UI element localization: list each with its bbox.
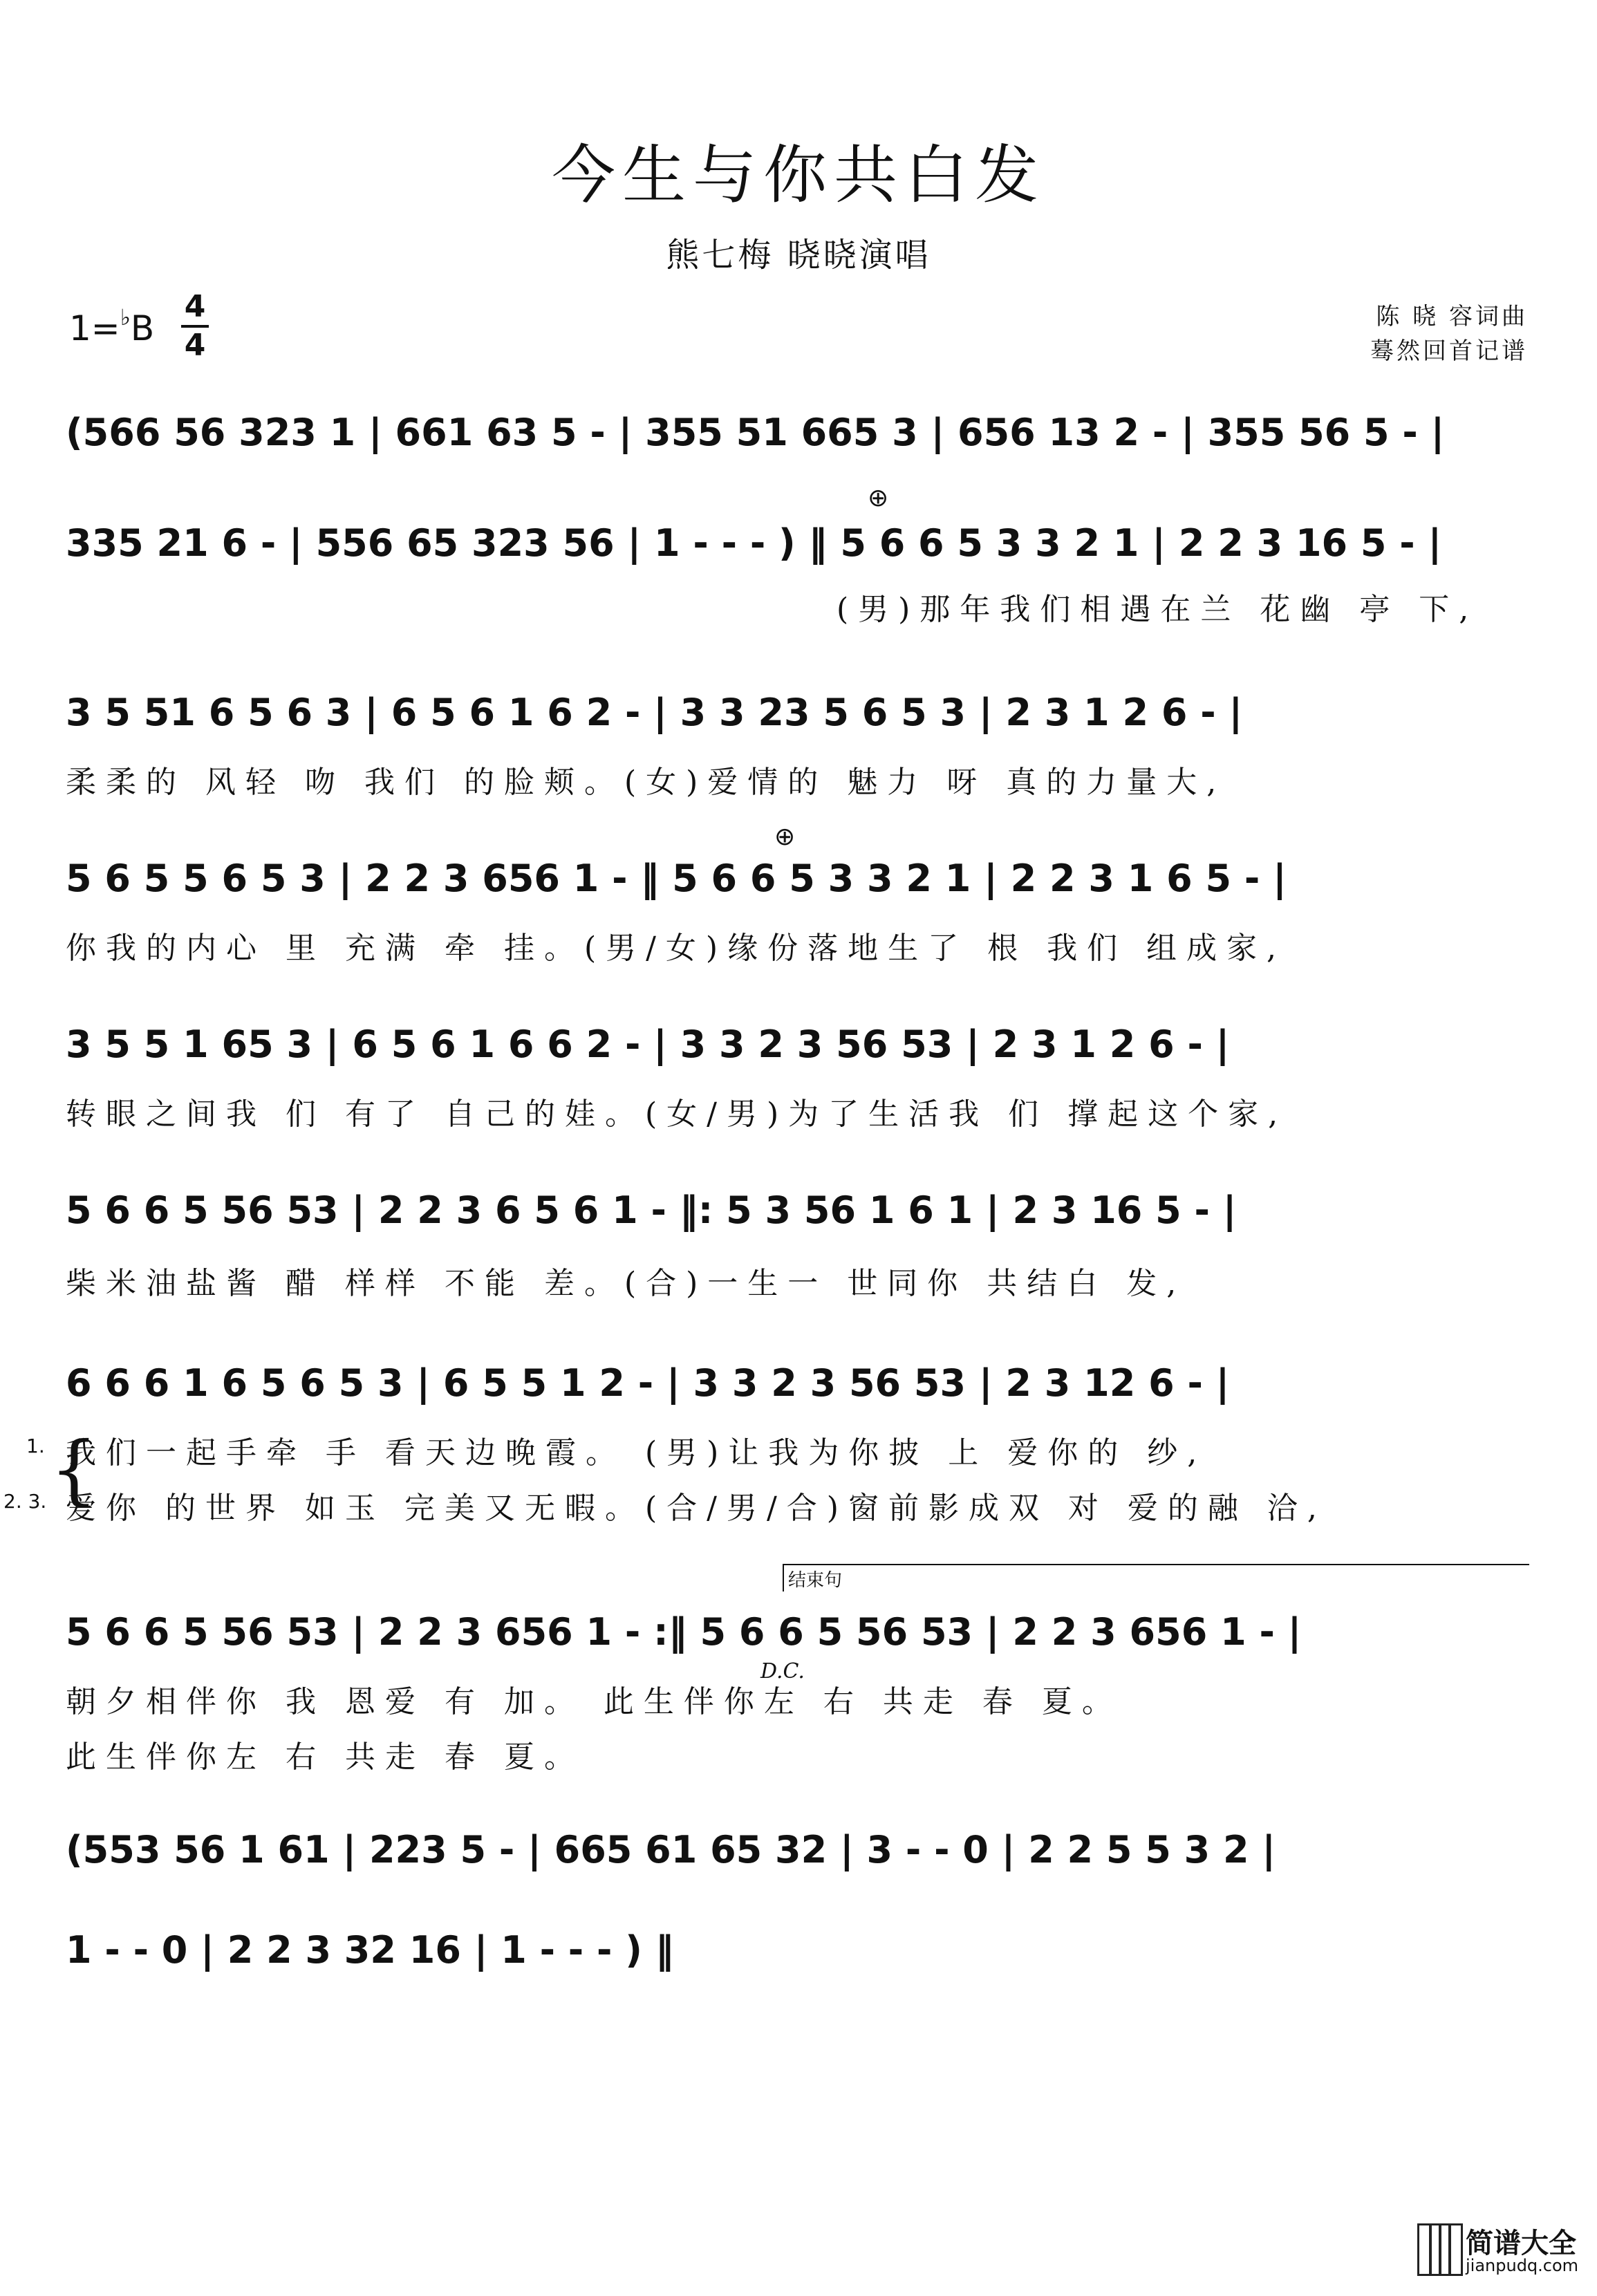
ending-bracket-hook <box>783 1564 784 1592</box>
transcriber-credit: 蓦然回首记谱 <box>1370 337 1528 365</box>
lyric-line-3: 柔柔的 风轻 吻 我们 的脸颊。(女)爱情的 魅力 呀 真的力量大, <box>66 765 1226 800</box>
lyric-line-7a: 我们一起手牵 手 看天边晚霞。 (男)让我为你披 上 爱你的 纱, <box>66 1435 1207 1471</box>
staff-row-10: 1 - - 0 | 2 2 3 32 16 | 1 - - - ) ‖ <box>66 1928 674 1972</box>
staff-row-1: (566 56 323 1 | 661 63 5 - | 355 51 665 3 | 656 13 2 - | 355 56 5 - | <box>66 410 1445 454</box>
lyric-line-8a: 朝夕相伴你 我 恩爱 有 加。 此生伴你左 右 共走 春 夏。 <box>66 1684 1122 1719</box>
staff-row-9: (553 56 1 61 | 223 5 - | 665 61 65 32 | 3 - - 0 | 2 2 5 5 3 2 | <box>66 1827 1276 1872</box>
logo-brand: 简谱大全 <box>1466 2228 1576 2259</box>
segno-icon: ⊕ <box>774 823 796 851</box>
staff-row-6: 5 6 6 5 56 53 | 2 2 3 6 5 6 1 - ‖: 5 3 56 1 6 1 | 2 3 16 5 - | <box>66 1188 1237 1232</box>
ending-bracket-line <box>783 1564 1529 1565</box>
piano-keys-icon <box>1417 2223 1463 2276</box>
staff-row-7: 6 6 6 1 6 5 6 5 3 | 6 5 5 1 2 - | 3 3 2 3 56 53 | 2 3 12 6 - | <box>66 1361 1230 1405</box>
key-signature <box>69 304 154 348</box>
segno-icon: ⊕ <box>868 484 889 512</box>
verse-number-1: 1. <box>26 1435 45 1457</box>
lyric-line-5: 转眼之间我 们 有了 自己的娃。(女/男)为了生活我 们 撑起这个家, <box>66 1096 1288 1132</box>
staff-row-4: 5 6 5 5 6 5 3 | 2 2 3 656 1 - ‖ 5 6 6 5 3 3 2 1 | 2 2 3 1 6 5 - | <box>66 856 1287 900</box>
staff-row-5: 3 5 5 1 65 3 | 6 5 6 1 6 6 2 - | 3 3 2 3 56 53 | 2 3 1 2 6 - | <box>66 1022 1230 1066</box>
time-signature-top: 4 <box>184 289 206 324</box>
da-capo-mark: D.C. <box>760 1659 805 1683</box>
ending-label: 结束句 <box>788 1570 843 1591</box>
staff-row-2: 335 21 6 - | 556 65 323 56 | 1 - - - ) ‖ 5 6 6 5 3 3 2 1 | 2 2 3 16 5 - | <box>66 521 1442 565</box>
verse-brace-icon: { <box>50 1425 98 1513</box>
key-prefix: 1= <box>69 308 120 348</box>
flat-symbol: ♭ <box>120 304 131 330</box>
site-logo <box>1417 2220 1579 2282</box>
key-note: B <box>130 308 155 348</box>
time-signature-bottom: 4 <box>184 328 206 363</box>
lyric-line-2: (男)那年我们相遇在兰 花幽 亭 下, <box>837 592 1479 627</box>
lyric-line-8b: 此生伴你左 右 共走 春 夏。 <box>66 1739 584 1775</box>
lyric-line-4: 你我的内心 里 充满 牵 挂。(男/女)缘份落地生了 根 我们 组成家, <box>66 931 1287 966</box>
lyric-line-7b: 爱你 的世界 如玉 完美又无暇。(合/男/合)窗前影成双 对 爱的融 洽, <box>66 1491 1327 1526</box>
subtitle: 熊七梅 晓晓演唱 <box>666 236 931 274</box>
logo-site: jianpudq.com <box>1466 2256 1579 2275</box>
lyric-line-6: 柴米油盐酱 醋 样样 不能 差。(合)一生一 世同你 共结白 发, <box>66 1266 1186 1301</box>
verse-number-2-3: 2. 3. <box>3 1490 47 1513</box>
staff-row-8: 5 6 6 5 56 53 | 2 2 3 656 1 - :‖ 5 6 6 5 56 53 | 2 2 3 656 1 - | <box>66 1609 1302 1654</box>
page-title: 今生与你共白发 <box>551 138 1045 212</box>
staff-row-3: 3 5 51 6 5 6 3 | 6 5 6 1 6 2 - | 3 3 23 5 6 5 3 | 2 3 1 2 6 - | <box>66 690 1243 734</box>
time-signature <box>181 290 209 362</box>
composer-credit: 陈 晓 容词曲 <box>1376 303 1528 330</box>
